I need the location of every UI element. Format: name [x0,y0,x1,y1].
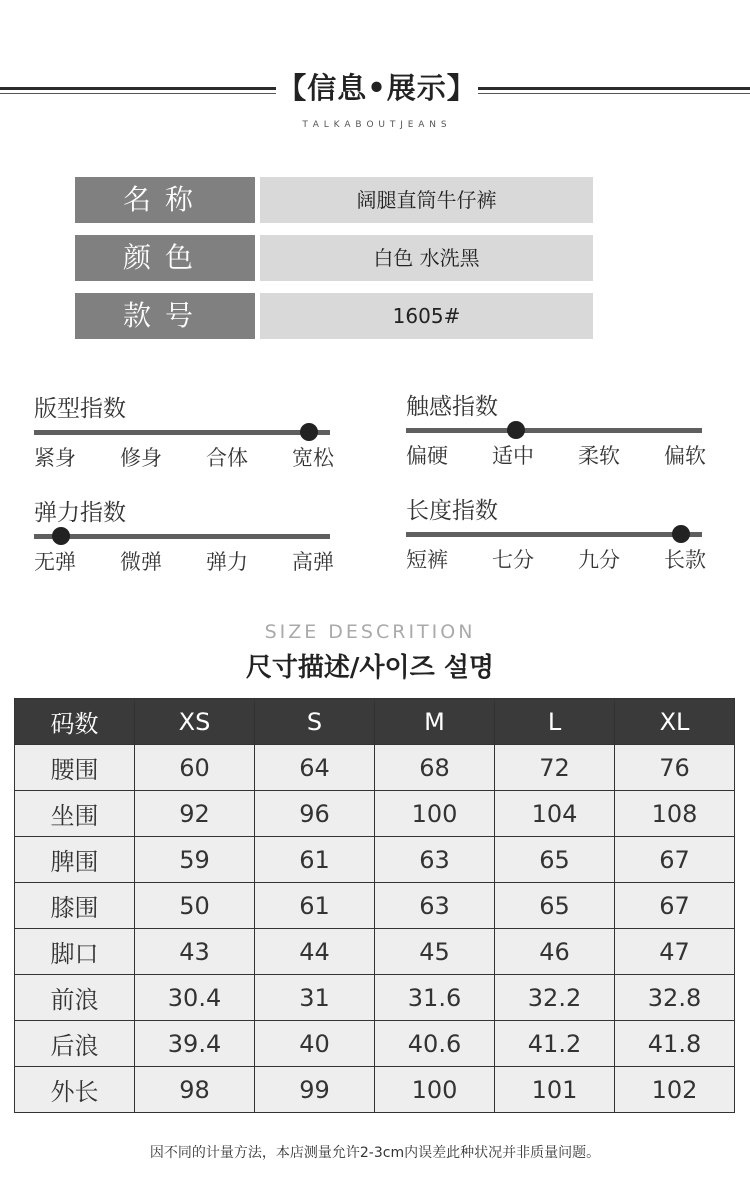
size-cell: 47 [615,929,735,975]
index-option: 高弹 [292,550,334,574]
index-option: 微弹 [120,550,162,574]
index-option: 偏软 [664,444,706,468]
size-cell: 108 [615,791,735,837]
index-option: 合体 [206,446,248,470]
header-rule-right [478,87,750,90]
size-title-en: SIZE DESCRITION [264,621,476,643]
info-value: 白色 水洗黑 [260,235,593,281]
index-options [34,442,334,472]
size-cell: 30.4 [135,975,255,1021]
size-cell: 坐围 [15,791,135,837]
index-options [406,440,706,470]
size-cell: 104 [495,791,615,837]
size-header-cell: L [495,699,615,745]
footnote: 因不同的计量方法，本店测量允许2-3cm内误差此种状况并非质量问题。 [149,1145,601,1161]
index-options [34,546,334,576]
header-rule-left-thin [0,93,276,94]
index-option: 无弹 [34,550,76,574]
size-cell: 96 [255,791,375,837]
info-label: 款号 [75,293,255,339]
table-row [15,929,735,975]
info-label: 颜色 [75,235,255,281]
index-options [406,544,706,574]
table-row [15,1021,735,1067]
size-cell: 45 [375,929,495,975]
index-track [34,430,330,435]
index-option: 紧身 [34,446,76,470]
size-cell: 63 [375,883,495,929]
size-cell: 31.6 [375,975,495,1021]
size-header-cell: 码数 [15,699,135,745]
size-cell: 72 [495,745,615,791]
table-row [15,975,735,1021]
size-header-cell: XS [135,699,255,745]
size-header-cell: S [255,699,375,745]
index-track [406,532,702,537]
size-table [14,698,735,1113]
info-value: 阔腿直筒牛仔裤 [260,177,593,223]
index-track [34,534,330,539]
size-cell: 32.2 [495,975,615,1021]
size-cell: 脚口 [15,929,135,975]
index-title: 长度指数 [406,498,498,524]
size-cell: 40.6 [375,1021,495,1067]
index-title: 版型指数 [34,396,126,422]
size-cell: 100 [375,1067,495,1113]
size-cell: 76 [615,745,735,791]
size-cell: 外长 [15,1067,135,1113]
index-option: 短裤 [406,548,448,572]
size-cell: 脾围 [15,837,135,883]
size-cell: 65 [495,883,615,929]
size-cell: 44 [255,929,375,975]
size-cell: 59 [135,837,255,883]
index-option: 修身 [120,446,162,470]
size-cell: 膝围 [15,883,135,929]
size-header-cell: XL [615,699,735,745]
size-cell: 前浪 [15,975,135,1021]
size-cell: 32.8 [615,975,735,1021]
index-option: 柔软 [578,444,620,468]
size-cell: 101 [495,1067,615,1113]
size-cell: 31 [255,975,375,1021]
index-option: 长款 [664,548,706,572]
section-subtitle: T A L K A B O U T J E A N S [302,120,448,130]
size-cell: 99 [255,1067,375,1113]
index-option: 宽松 [292,446,334,470]
index-option: 偏硬 [406,444,448,468]
index-title: 弹力指数 [34,500,126,526]
index-marker [507,421,525,439]
size-cell: 46 [495,929,615,975]
size-cell: 腰围 [15,745,135,791]
section-title: 【信息•展示】 [277,71,477,105]
size-cell: 41.8 [615,1021,735,1067]
size-cell: 61 [255,883,375,929]
table-row [15,1067,735,1113]
index-option: 七分 [492,548,534,572]
size-cell: 100 [375,791,495,837]
table-row [15,791,735,837]
table-row [15,883,735,929]
size-header-cell: M [375,699,495,745]
size-cell: 98 [135,1067,255,1113]
size-title-cn: 尺寸描述/사이즈 설명 [245,653,495,683]
index-track [406,428,702,433]
index-option: 弹力 [206,550,248,574]
header-rule-right-thin [478,93,750,94]
index-marker [672,525,690,543]
size-cell: 43 [135,929,255,975]
size-cell: 92 [135,791,255,837]
table-row [15,837,735,883]
index-option: 九分 [578,548,620,572]
size-cell: 67 [615,883,735,929]
info-value: 1605# [260,293,593,339]
index-marker [300,423,318,441]
size-cell: 60 [135,745,255,791]
size-cell: 61 [255,837,375,883]
size-cell: 102 [615,1067,735,1113]
size-cell: 41.2 [495,1021,615,1067]
info-label: 名称 [75,177,255,223]
index-option: 适中 [492,444,534,468]
size-cell: 64 [255,745,375,791]
size-cell: 40 [255,1021,375,1067]
size-cell: 68 [375,745,495,791]
table-row [15,745,735,791]
size-cell: 后浪 [15,1021,135,1067]
size-cell: 67 [615,837,735,883]
index-marker [52,527,70,545]
index-title: 触感指数 [406,394,498,420]
size-cell: 65 [495,837,615,883]
size-cell: 50 [135,883,255,929]
size-table-header-row [15,699,735,745]
size-cell: 63 [375,837,495,883]
header-rule-left [0,87,276,90]
size-cell: 39.4 [135,1021,255,1067]
